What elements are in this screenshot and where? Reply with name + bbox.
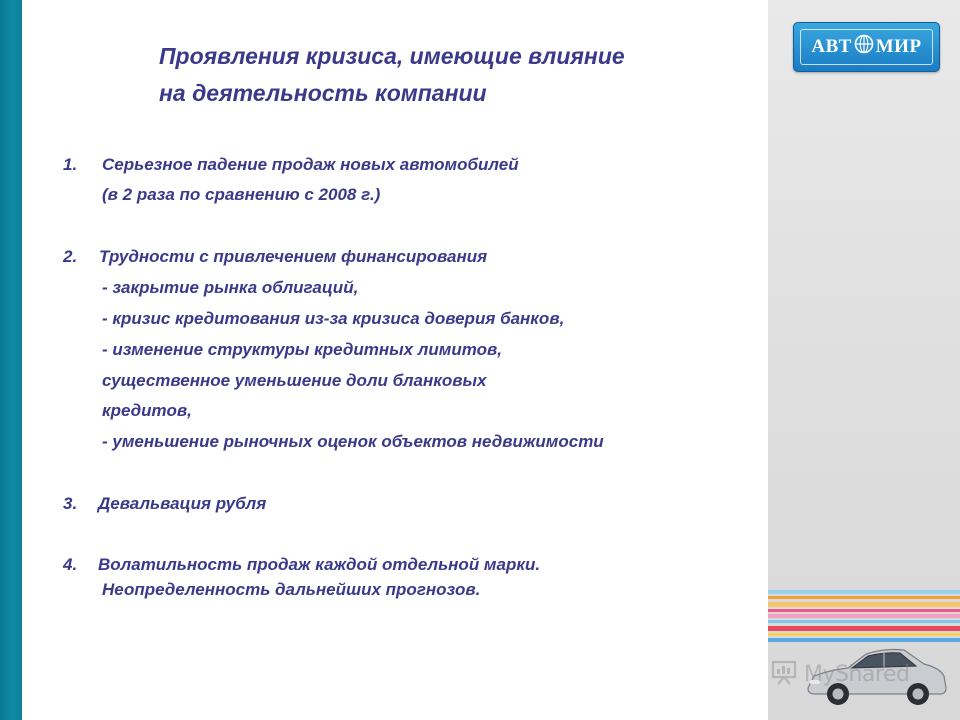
globe-icon — [854, 34, 874, 60]
item-4-line-1: Волатильность продаж каждой отдельной марки. — [98, 555, 541, 574]
item-2-line-3: - кризис кредитования из-за кризиса доверия банков, — [102, 309, 565, 328]
item-4-line-2: Неопределенность дальнейших прогнозов. — [102, 580, 481, 599]
item-2-line-2: - закрытие рынка облигаций, — [102, 278, 359, 297]
item-3-number: 3. — [63, 494, 78, 513]
logo-text-right: МИР — [875, 36, 922, 57]
title-line-1: Проявления кризиса, имеющие влияние — [159, 43, 625, 69]
presentation-icon — [770, 658, 798, 691]
item-4-number: 4. — [63, 555, 78, 574]
item-2-line-1: Трудности с привлечением финансирования — [99, 247, 488, 266]
item-1-number: 1. — [63, 155, 78, 174]
item-2-line-4: - изменение структуры кредитных лимитов, — [102, 340, 502, 359]
title-line-2: на деятельность компании — [159, 80, 487, 106]
watermark-text: MyShared — [804, 662, 910, 687]
left-accent-bar — [0, 0, 22, 720]
watermark — [770, 658, 909, 691]
item-2-line-6: кредитов, — [102, 401, 192, 420]
avtomir-logo — [793, 22, 940, 72]
item-3-line-1: Девальвация рубля — [98, 494, 267, 513]
item-2-line-5: существенное уменьшение доли бланковых — [102, 371, 487, 390]
item-1-line-1: Серьезное падение продаж новых автомобилей — [102, 155, 519, 174]
item-2-line-7: - уменьшение рыночных оценок объектов недвижимости — [102, 432, 604, 451]
slide-title — [159, 38, 759, 112]
item-1-line-2: (в 2 раза по сравнению с 2008 г.) — [102, 185, 381, 204]
logo-text-left: АВТ — [811, 36, 852, 57]
item-2-number: 2. — [63, 247, 78, 266]
